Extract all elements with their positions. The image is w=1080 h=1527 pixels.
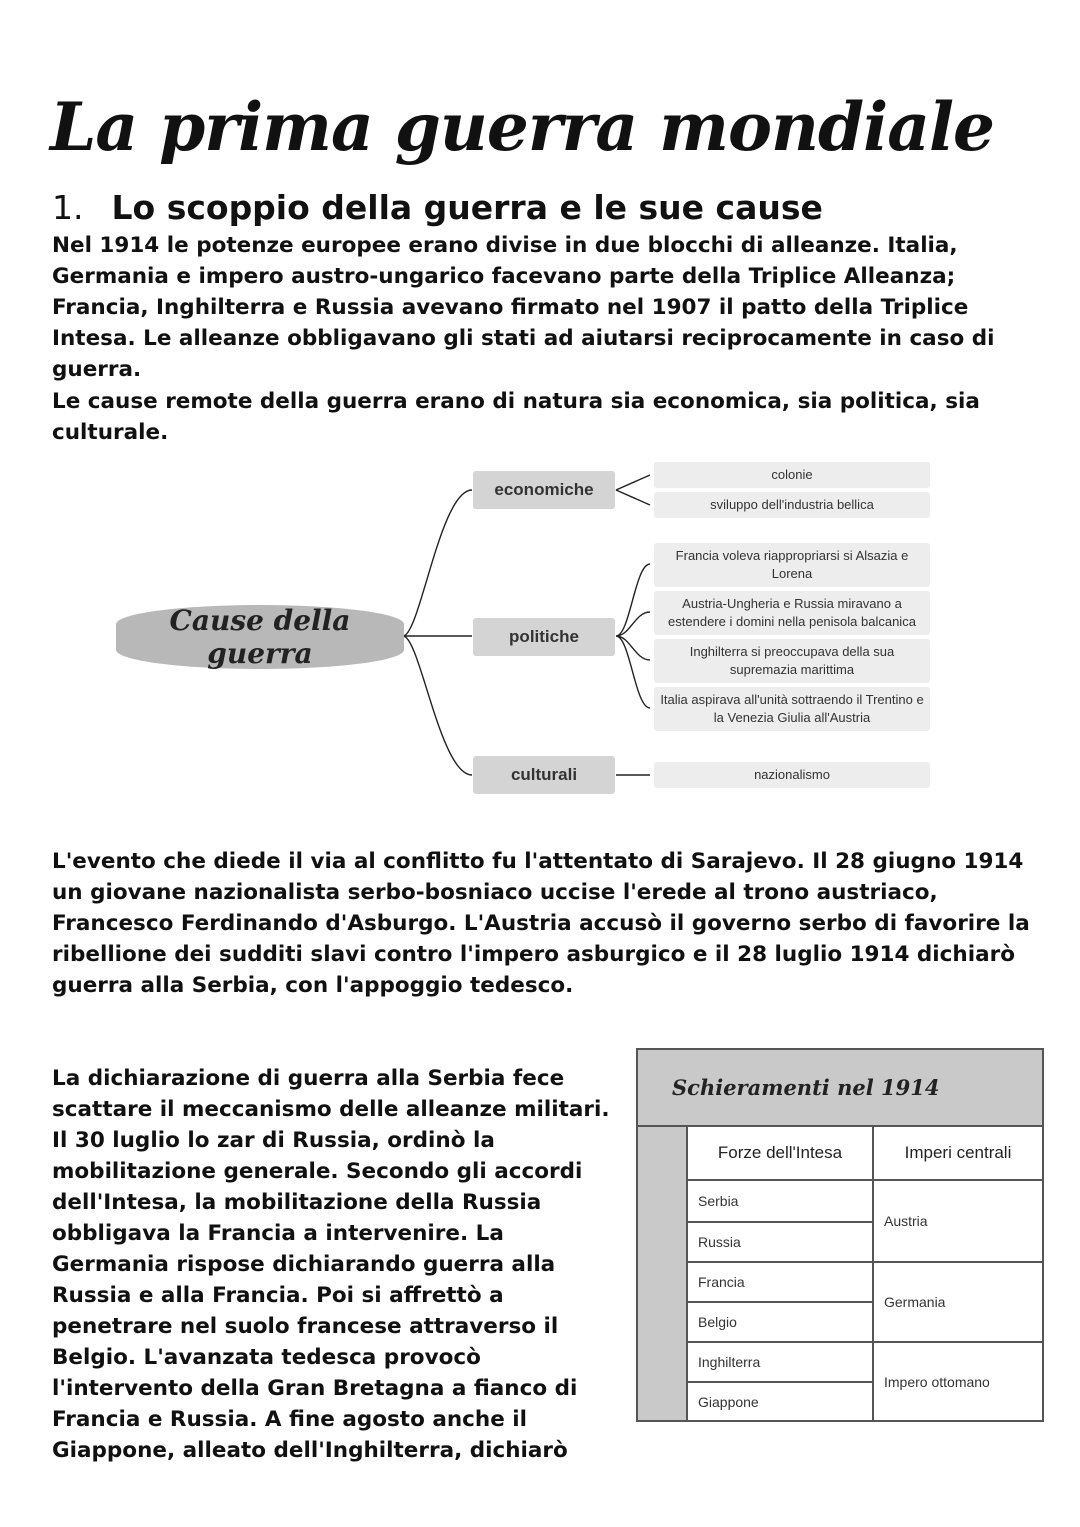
paragraph-sarajevo: L'evento che diede il via al conflitto fu l'attentato di Sarajevo. Il 28 giugno 1914 un giovane nazionalista serbo-bosniaco uccise l'erede al trono austriaco, Francesco Ferdinando d'Asburgo. L'Austria accusò il governo serbo di favorire la ribellione dei sudditi slavi contro l'impero asburgico e il 28 luglio 1914 dichiarò guerra alla Serbia, con l'appoggio tedesco. [52,849,1030,998]
section-number: 1. [52,188,84,227]
table-cell-intesa: Serbia [698,1193,739,1209]
connector-politiche-leaves [616,564,650,708]
connector-root-economiche [403,490,472,636]
table-cell-intesa: Inghilterra [698,1354,761,1370]
category-politiche: politiche [473,618,615,656]
connector-root-culturali [403,636,472,775]
table-cell-intesa: Giappone [698,1393,759,1410]
leaf-supremazia-marittima: Inghilterra si preoccupava della sua supremazia marittima [654,639,930,683]
causes-mind-map [0,450,1080,810]
paragraph-causes: Le cause remote della guerra erano di natura sia economica, sia politica, sia culturale. [52,389,980,445]
alliances-table [636,1048,1044,1422]
leaf-trentino-venezia-giulia: Italia aspirava all'unità sottraendo il Trentino e la Venezia Giulia all'Austria [654,687,930,731]
column-header-imperi: Imperi centrali [874,1127,1042,1181]
table-cell-imperi: Germania [884,1294,946,1310]
table-title: Schieramenti nel 1914 [638,1050,1042,1127]
table-side-band [638,1127,688,1420]
root-node: Cause della guerra [116,605,404,669]
leaf-colonie: colonie [654,462,930,488]
table-cell-intesa: Francia [698,1274,745,1290]
paragraph-mobilitazione: La dichiarazione di guerra alla Serbia fece scattare il meccanismo delle alleanze militari. Il 30 luglio lo zar di Russia, ordinò la mobilitazione generale. Secondo gli accordi dell'Intesa, la mobilitazione della Russia obbligava la Francia a intervenire. La Germania rispose dichiarando guerra alla Russia e alla Francia. Poi si affrettò a penetrare nel suolo francese attraverso il Belgio. L'avanzata tedesca provocò l'intervento della Gran Bretagna a fianco di Francia e Russia. A fine agosto anche il Giappone, alleato dell'Inghilterra, dichiarò [52,1066,610,1463]
leaf-industria-bellica: sviluppo dell'industria bellica [654,492,930,518]
leaf-penisola-balcanica: Austria-Ungheria e Russia miravano a estendere i domini nella penisola balcanica [654,591,930,635]
column-header-intesa: Forze dell'Intesa [688,1127,874,1181]
page-title: La prima guerra mondiale [50,88,995,166]
leaf-nazionalismo: nazionalismo [654,762,930,788]
section-title: Lo scoppio della guerra e le sue cause [111,188,823,227]
paragraph-alliances: Nel 1914 le potenze europee erano divise in due blocchi di alleanze. Italia, Germania e impero austro-ungarico facevano parte della Triplice Alleanza; Francia, Inghilterra e Russia avevano firmato nel 1907 il patto della Triplice Intesa. Le alleanze obbligavano gli stati ad aiutarsi reciprocamente in caso di guerra. [52,233,995,382]
category-culturali: culturali [473,756,615,794]
connector-economiche-leaves [616,475,650,505]
table-cell-intesa: Belgio [698,1314,737,1330]
table-cell-imperi: Impero ottomano [884,1373,990,1390]
leaf-alsazia-lorena: Francia voleva riappropriarsi si Alsazia e Lorena [654,543,930,587]
category-economiche: economiche [473,471,615,509]
section-heading [52,188,823,227]
table-cell-imperi: Austria [884,1213,928,1229]
table-cell-intesa: Russia [698,1234,741,1250]
